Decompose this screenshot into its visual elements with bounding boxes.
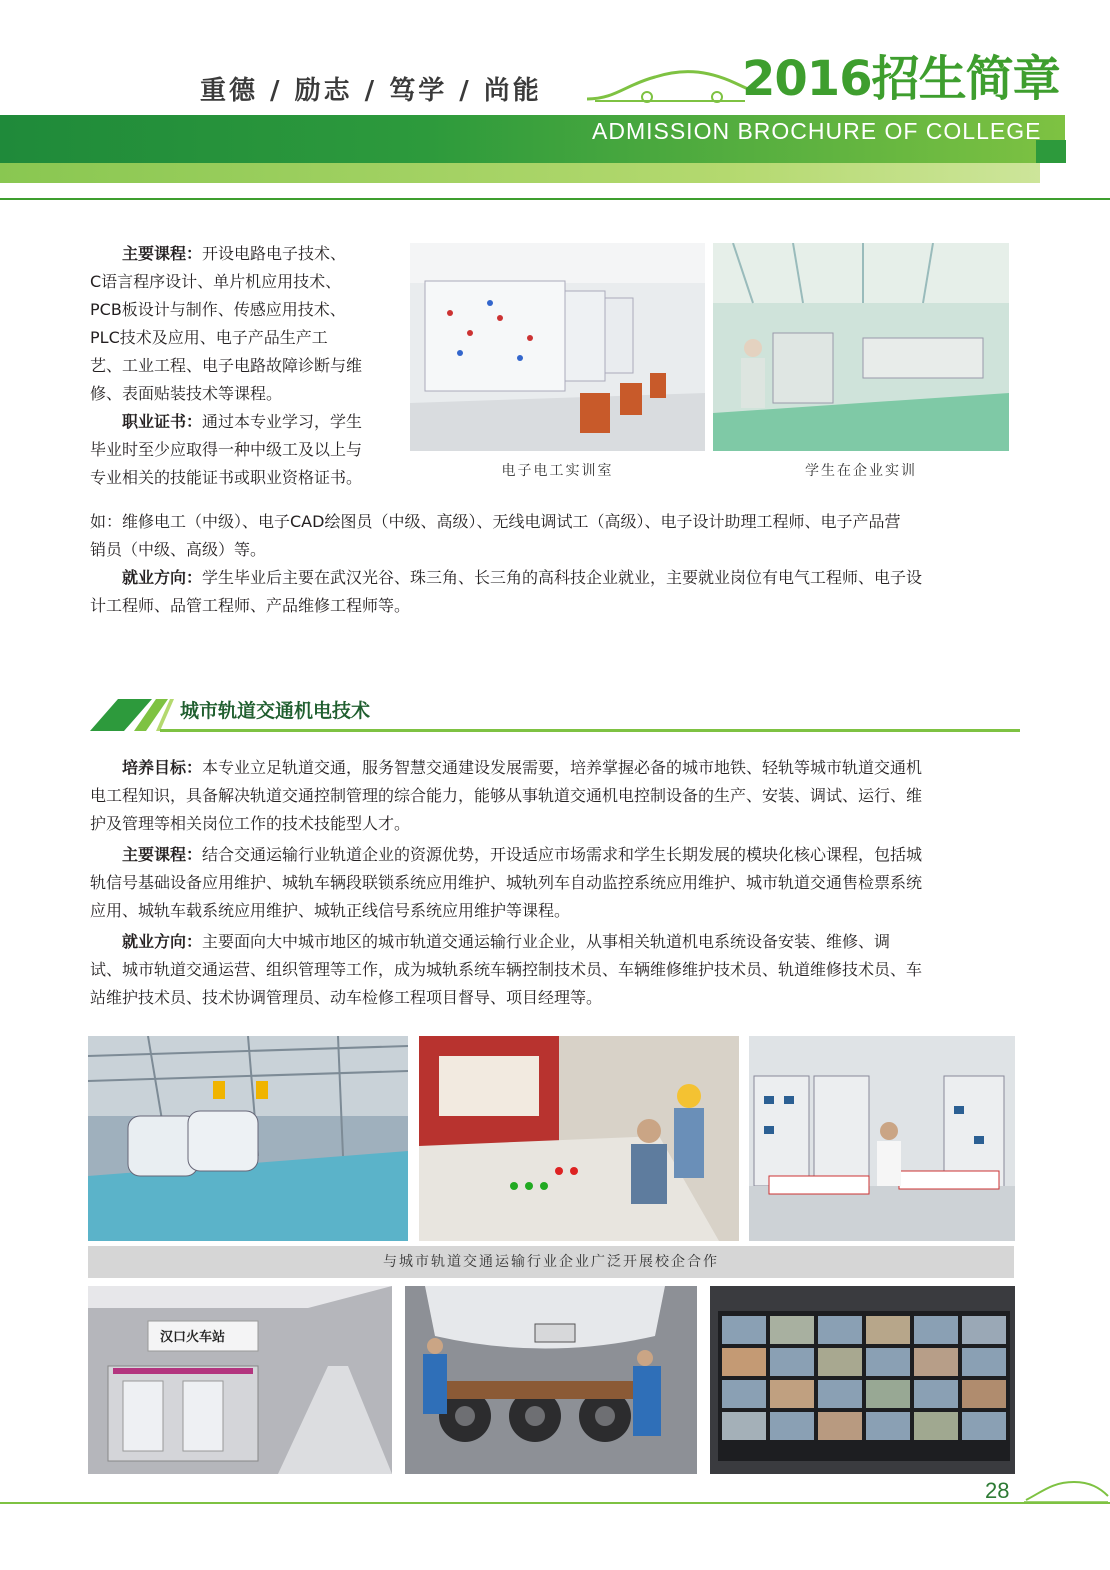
section-title: 城市轨道交通机电技术 — [180, 700, 371, 722]
photo-train-depot — [88, 1036, 408, 1241]
car-logo-icon — [585, 55, 750, 105]
text-line: 应用、城轨车载系统应用维护、城轨正线信号系统应用维护等课程。 — [90, 901, 571, 920]
photo-bogie-maintenance — [405, 1286, 697, 1474]
text-line: 轨信号基础设备应用维护、城轨车辆段联锁系统应用维护、城轨列车自动监控系统应用维护、城市轨道交通售检票系统 — [90, 873, 923, 892]
photo-control-desk — [419, 1036, 739, 1241]
career-label: 就业方向： — [122, 568, 203, 587]
goal-label: 培养目标： — [122, 758, 203, 777]
text-line: 毕业时至少应取得一种中级工及以上与 — [90, 440, 363, 459]
course-label: 主要课程： — [122, 244, 203, 263]
header-light-bar — [0, 163, 1040, 183]
header-rule — [0, 198, 1110, 200]
motto: 重德 / 励志 / 笃学 / 尚能 — [200, 76, 542, 106]
text-line: 计工程师、品管工程师、产品维修工程师等。 — [90, 596, 411, 615]
photo-monitoring-wall — [710, 1286, 1015, 1474]
page-number: 28 — [985, 1478, 1010, 1503]
photo-metro-station — [88, 1286, 392, 1474]
photo-electrical-lab — [410, 243, 705, 451]
text-line: 通过本专业学习，学生 — [202, 412, 363, 431]
text-line: 结合交通运输行业轨道企业的资源优势，开设适应市场需求和学生长期发展的模块化核心课程，包括城 — [202, 845, 923, 864]
text-line: C语言程序设计、单片机应用技术、 — [90, 272, 342, 291]
cert-continuation — [90, 508, 1025, 620]
text-line: 销员（中级、高级）等。 — [90, 540, 267, 559]
text-line: 电工程知识，具备解决轨道交通控制管理的综合能力，能够从事轨道交通机电控制设备的生产、安装、调试、运行、维 — [90, 786, 923, 805]
english-title: ADMISSION BROCHURE OF COLLEGE — [592, 118, 1042, 144]
caption-electrical-lab: 电子电工实训室 — [501, 463, 614, 479]
course-paragraph — [90, 240, 400, 492]
text-line: 站维护技术员、技术协调管理员、动车检修工程项目督导、项目经理等。 — [90, 988, 603, 1007]
footer-rule — [0, 1502, 1110, 1504]
footer-car-icon — [1022, 1474, 1110, 1504]
photo-enterprise-training — [713, 243, 1009, 451]
caption-enterprise-training: 学生在企业实训 — [805, 463, 917, 479]
text-line: 学生毕业后主要在武汉光谷、珠三角、长三角的高科技企业就业，主要就业岗位有电气工程师、电子设 — [202, 568, 923, 587]
text-line: 艺、工业工程、电子电路故障诊断与维 — [90, 356, 363, 375]
text-line: 修、表面贴装技术等课程。 — [90, 384, 283, 403]
text-line: 试、城市轨道交通运营、组织管理等工作，成为城轨系统车辆控制技术员、车辆维修维护技术员、轨道维修技术员、车 — [90, 960, 923, 979]
course-label: 主要课程： — [122, 845, 203, 864]
photo-signal-lab — [749, 1036, 1015, 1241]
career-label: 就业方向： — [122, 932, 203, 951]
text-line: 主要面向大中城市地区的城市轨道交通运输行业企业，从事相关轨道机电系统设备安装、维修、调 — [202, 932, 891, 951]
banner-text: 与城市轨道交通运输行业企业广泛开展校企合作 — [383, 1254, 719, 1270]
text-line: 本专业立足轨道交通，服务智慧交通建设发展需要，培养掌握必备的城市地铁、轻轨等城市轨道交通机 — [202, 758, 923, 777]
text-line: 如：维修电工（中级）、电子CAD绘图员（中级、高级）、无线电调试工（高级）、电子设计助理工程师、电子产品营 — [90, 512, 901, 531]
text-line: PCB板设计与制作、传感应用技术、 — [90, 300, 346, 319]
brochure-year-title: 2016招生简章 — [742, 51, 1060, 107]
text-line: 开设电路电子技术、 — [202, 244, 347, 263]
text-line: PLC技术及应用、电子产品生产工 — [90, 328, 328, 347]
section2-body — [90, 754, 1025, 1012]
cooperation-banner — [88, 1246, 1014, 1278]
text-line: 护及管理等相关岗位工作的技术技能型人才。 — [90, 814, 411, 833]
text-line: 专业相关的技能证书或职业资格证书。 — [90, 468, 363, 487]
station-sign-text: 汉口火车站 — [160, 1330, 226, 1345]
cert-label: 职业证书： — [122, 412, 203, 431]
